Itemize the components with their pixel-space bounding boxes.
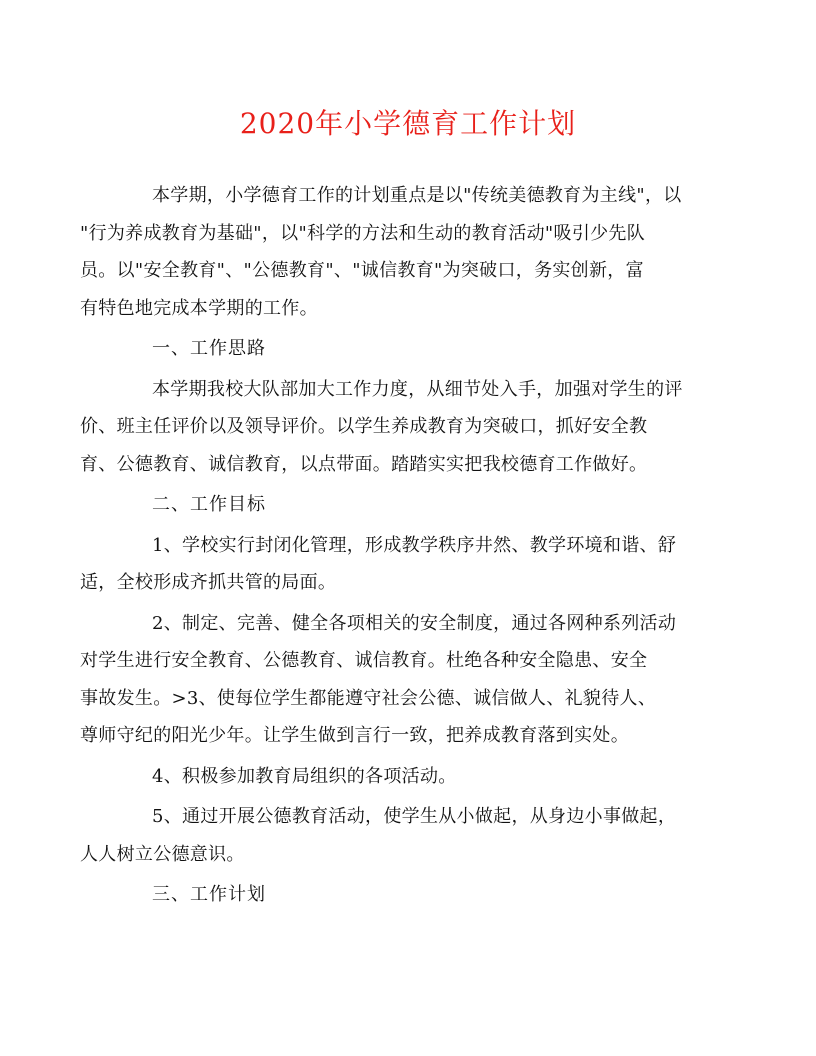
section-heading-goals: 二、工作目标: [152, 494, 266, 515]
text-line: 1、学校实行封闭化管理，形成教学秩序井然、教学环境和谐、舒: [152, 534, 677, 556]
section-heading-ideas: 一、工作思路: [152, 338, 266, 359]
text-line: 对学生进行安全教育、公德教育、诚信教育。杜绝各种安全隐患、安全: [80, 650, 648, 671]
text-line: 事故发生。>3、使每位学生都能遵守社会公德、诚信做人、礼貌待人、: [80, 687, 657, 709]
paragraph-goal-1: [80, 527, 700, 602]
text-line: 育、公德教育、诚信教育，以点带面。踏踏实实把我校德育工作做好。: [80, 453, 648, 475]
paragraph-ideas: [80, 371, 700, 484]
section-heading-plan: 三、工作计划: [152, 884, 266, 905]
text-line: 本学期，小学德育工作的计划重点是以"传统美德教育为主线"，以: [152, 185, 682, 206]
text-line: 适，全校形成齐抓共管的局面。: [80, 572, 337, 593]
text-line: 有特色地完成本学期的工作。: [80, 297, 318, 319]
text-line: 员。以"安全教育"、"公德教育"、"诚信教育"为突破口，务实创新，富: [80, 260, 644, 281]
text-line: "行为养成教育为基础"，以"科学的方法和生动的教育活动"吸引少先队: [80, 222, 646, 244]
paragraph-goal-4: [116, 758, 700, 796]
text-line: 人人树立公德意识。: [80, 843, 245, 865]
text-line: 价、班主任评价以及领导评价。以学生养成教育为突破口，抓好安全教: [80, 416, 648, 437]
document-title: 2020年小学德育工作计划: [239, 107, 577, 140]
paragraph-goal-2: [80, 605, 700, 755]
text-line: 5、通过开展公德教育活动，使学生从小做起，从身边小事做起，: [152, 806, 677, 827]
text-line: 4、积极参加教育局组织的各项活动。: [152, 765, 457, 787]
document-body: [80, 177, 700, 914]
text-line: 尊师守纪的阳光少年。让学生做到言行一致，把养成教育落到实处。: [80, 725, 629, 746]
text-line: 本学期我校大队部加大工作力度，从细节处入手，加强对学生的评: [152, 378, 683, 400]
text-line: 2、制定、完善、健全各项相关的安全制度，通过各网种系列活动: [152, 612, 677, 634]
paragraph-intro: [80, 177, 700, 327]
paragraph-goal-5: [80, 798, 700, 873]
